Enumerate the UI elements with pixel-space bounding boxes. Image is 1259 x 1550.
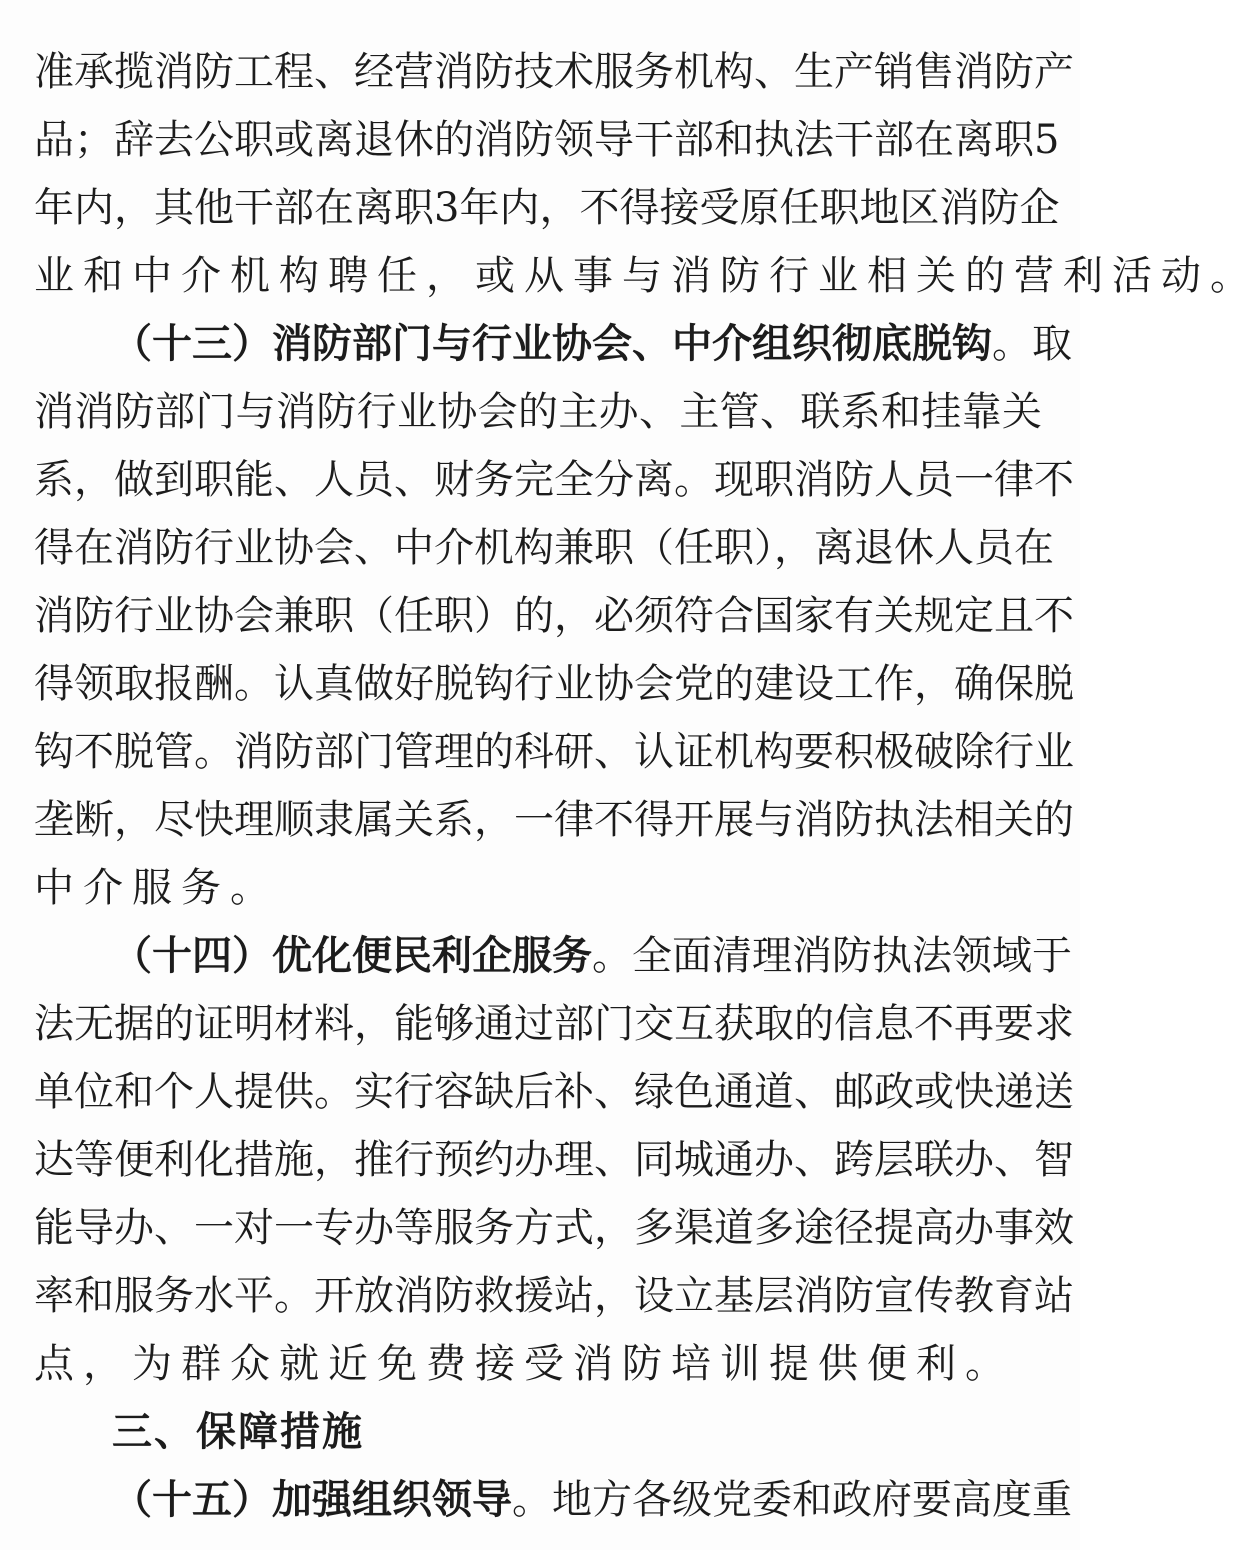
- section-13-heading: （十三）消防部门与行业协会、中介组织彻底脱钩: [112, 321, 992, 367]
- paragraph-line: 得领取报酬。认真做好脱钩行业协会党的建设工作，确保脱: [34, 661, 1074, 707]
- paragraph-line: 中介服务。: [34, 865, 279, 911]
- paragraph-line: 法无据的证明材料，能够通过部门交互获取的信息不再要求: [34, 1001, 1074, 1047]
- paragraph-line: 消消防部门与消防行业协会的主办、主管、联系和挂靠关: [34, 389, 1042, 435]
- section-15-first-line-text: 。地方各级党委和政府要高度重: [512, 1477, 1072, 1523]
- paragraph-line: 品；辞去公职或离退休的消防领导干部和执法干部在离职5: [34, 117, 1060, 163]
- paragraph-line: 钩不脱管。消防部门管理的科研、认证机构要积极破除行业: [34, 729, 1074, 775]
- section-13-first-line: [112, 310, 1072, 378]
- paragraph-line: 系，做到职能、人员、财务完全分离。现职消防人员一律不: [34, 457, 1074, 503]
- paragraph-line: 达等便利化措施，推行预约办理、同城通办、跨层联办、智: [34, 1137, 1074, 1183]
- paragraph-line: 单位和个人提供。实行容缺后补、绿色通道、邮政或快递送: [34, 1069, 1074, 1115]
- chapter-3-heading: 三、保障措施: [112, 1409, 364, 1455]
- section-14-first-line: [112, 922, 1072, 990]
- paragraph-line: 能导办、一对一专办等服务方式，多渠道多途径提高办事效: [34, 1205, 1074, 1251]
- paragraph-line: 得在消防行业协会、中介机构兼职（任职），离退休人员在: [34, 525, 1054, 571]
- paragraph-line: 准承揽消防工程、经营消防技术服务机构、生产销售消防产: [34, 49, 1074, 95]
- paragraph-line: 业和中介机构聘任，或从事与消防行业相关的营利活动。: [34, 253, 1259, 299]
- section-15-heading: （十五）加强组织领导: [112, 1477, 512, 1523]
- paragraph-line: 率和服务水平。开放消防救援站，设立基层消防宣传教育站: [34, 1273, 1074, 1319]
- paragraph-line: 消防行业协会兼职（任职）的，必须符合国家有关规定且不: [34, 593, 1074, 639]
- paragraph-line: 垄断，尽快理顺隶属关系，一律不得开展与消防执法相关的: [34, 797, 1074, 843]
- section-14-heading: （十四）优化便民利企服务: [112, 933, 592, 979]
- paragraph-line: 年内，其他干部在离职3年内，不得接受原任职地区消防企: [34, 185, 1060, 231]
- section-15-first-line: [112, 1466, 1072, 1534]
- section-13-first-line-text: 。取: [992, 321, 1072, 367]
- section-14-first-line-text: 。全面清理消防执法领域于: [592, 933, 1072, 979]
- paragraph-line: 点，为群众就近免费接受消防培训提供便利。: [34, 1341, 1014, 1387]
